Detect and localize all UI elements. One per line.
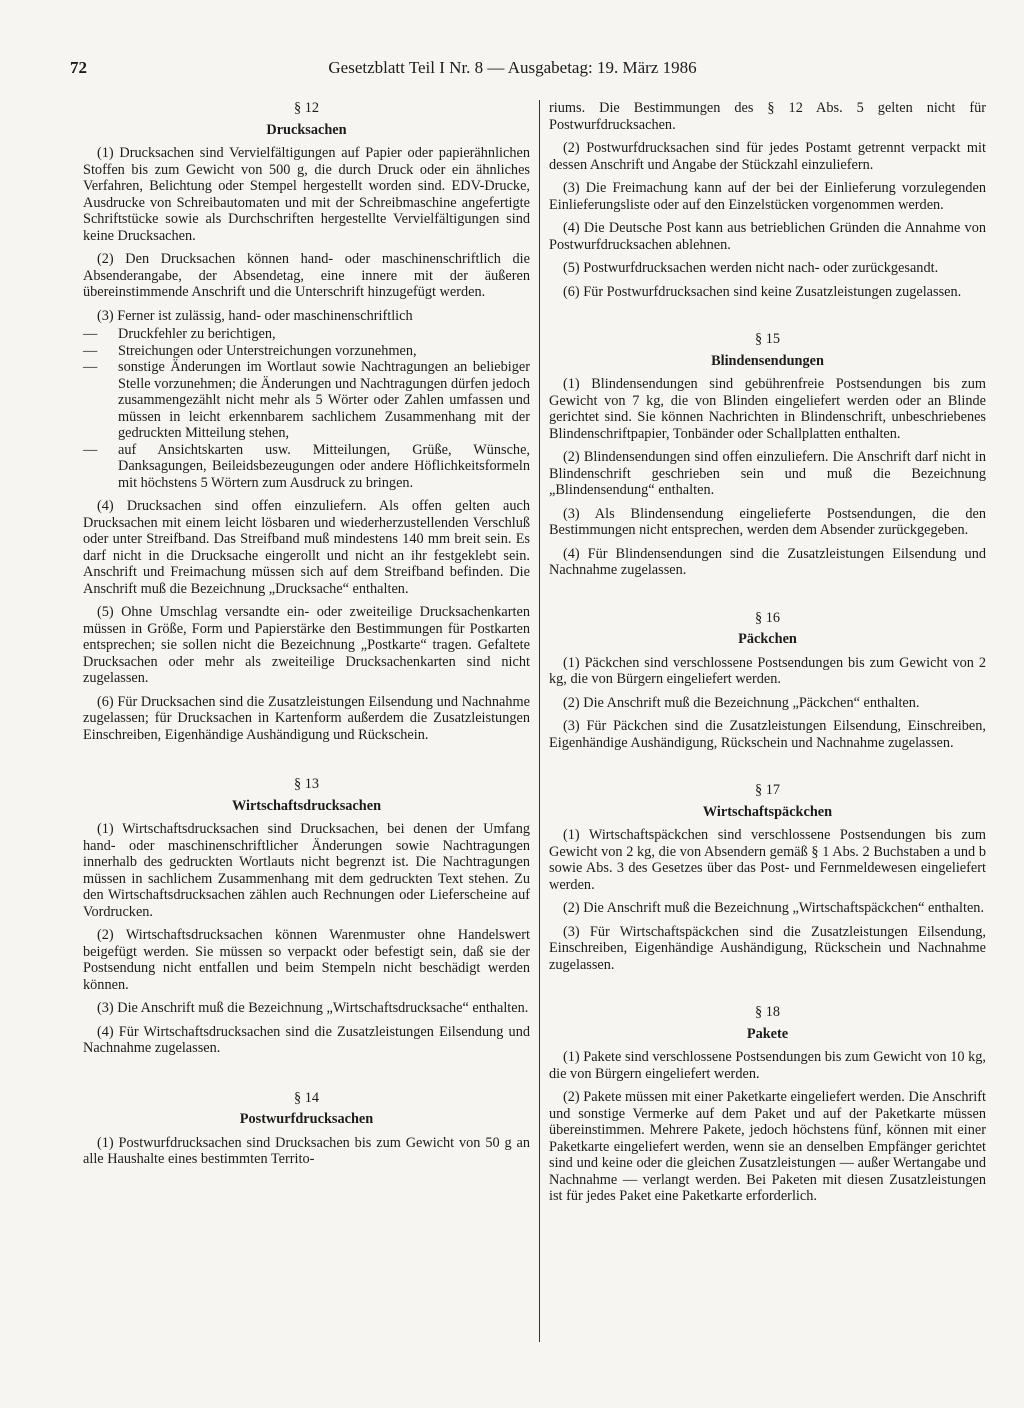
right-column xyxy=(549,100,986,1390)
section-title: Päckchen xyxy=(738,631,797,647)
dash-list xyxy=(83,326,530,491)
section-14-continued xyxy=(549,100,986,300)
paragraph: (3) Für Päckchen sind die Zusatzleistungen Eilsendung, Einschreiben, Eigenhändige Aushändigung, Rückschein und Nachnahme zugelassen. xyxy=(549,718,986,751)
section-14 xyxy=(83,1090,530,1168)
paragraph: (1) Wirtschaftsdrucksachen sind Drucksachen, bei denen der Umfang hand- oder maschinenschriftlicher Änderungen sowie Nachtragungen innerhalb des gedruckten Wortlauts nicht begrenzt ist. Die Nachtragungen müssen in sachlichem Zusammenhang mit dem gedruckten Text stehen. Zu den Wirtschaftsdrucksachen zählen auch Rechnungen oder Lieferscheine auf Vordrucken. xyxy=(83,821,530,920)
section-16 xyxy=(549,610,986,752)
column-divider xyxy=(539,100,540,1342)
list-item-text: sonstige Änderungen im Wortlaut sowie Nachtragungen an beliebiger Stelle vorzunehmen; die Änderungen und Nachtragungen dürfen jedoch zusammengezählt nicht mehr als 5 Wörter oder Zahlen umfassen und müssen in leicht erkennbarem sachlichem Zusammenhang mit der gedruckten Mitteilung stehen, xyxy=(118,359,530,441)
paragraph: (3) Die Freimachung kann auf der bei der Einlieferung vorzulegenden Einlieferungsliste oder auf den Einzelstücken vorgenommen werden. xyxy=(549,180,986,213)
paragraph: (4) Für Wirtschaftsdrucksachen sind die Zusatzleistungen Eilsendung und Nachnahme zugelassen. xyxy=(83,1023,530,1056)
section-number: § 15 xyxy=(754,331,781,347)
section-17 xyxy=(549,782,986,973)
section-number: § 13 xyxy=(293,776,320,792)
section-number: § 17 xyxy=(754,782,781,798)
list-item-text: Druckfehler zu berichtigen, xyxy=(118,326,276,342)
list-item: — sonstige Änderungen im Wortlaut sowie Nachtragungen an beliebiger Stelle vorzunehmen; die Änderungen und Nachtragungen dürfen jedoch zusammengezählt nicht mehr als 5 Wörter oder Zahlen umfassen und müssen in leicht erkennbarem sachlichem Zusammenhang mit der gedruckten Mitteilung stehen, xyxy=(83,359,530,441)
paragraph: (3) Als Blindensendung eingelieferte Postsendungen, die den Bestimmungen nicht entsprechen, werden dem Absender zurückgegeben. xyxy=(549,505,986,538)
paragraph: riums. Die Bestimmungen des § 12 Abs. 5 gelten nicht für Postwurfdrucksachen. xyxy=(549,100,986,133)
paragraph: (3) Die Anschrift muß die Bezeichnung „Wirtschaftsdrucksache“ enthalten. xyxy=(97,1000,529,1016)
section-15 xyxy=(549,331,986,579)
section-12 xyxy=(83,100,530,743)
paragraph: (3) Für Wirtschaftspäckchen sind die Zusatzleistungen Eilsendung, Einschreiben, Eigenhändige Aushändigung, Rückschein und Nachnahme zugelassen. xyxy=(549,923,986,973)
section-title: Postwurfdrucksachen xyxy=(239,1111,374,1127)
paragraph: (1) Postwurfdrucksachen sind Drucksachen bis zum Gewicht von 50 g an alle Haushalte eines bestimmten Territo- xyxy=(83,1134,530,1167)
paragraph: (6) Für Postwurfdrucksachen sind keine Zusatzleistungen zugelassen. xyxy=(563,283,962,300)
page-header xyxy=(70,58,955,88)
list-item: — auf Ansichtskarten usw. Mitteilungen, Grüße, Wünsche, Danksagungen, Beileidsbezeugungen oder andere Höflichkeitsformeln mit höchstens 5 Wörtern zum Ausdruck zu bringen. xyxy=(83,441,530,491)
left-column xyxy=(83,100,530,1390)
list-item: — Streichungen oder Unterstreichungen vorzunehmen, xyxy=(83,342,417,359)
paragraph: (1) Pakete sind verschlossene Postsendungen bis zum Gewicht von 10 kg, die von Bürgern eingeliefert werden. xyxy=(549,1049,986,1082)
section-number: § 12 xyxy=(293,100,320,116)
paragraph: (1) Drucksachen sind Vervielfältigungen auf Papier oder papierähnlichen Stoffen bis zum Gewicht von 500 g, die durch Druck oder ein ähnliches Verfahren, Belichtung oder Stempel hergestellt worden sind. EDV-Drucke, Ausdrucke von Schreibautomaten und mit der Schreibmaschine angefertigte Schriftstücke sowie als Durchschriften hergestellte Vervielfältigungen sind keine Drucksachen. xyxy=(83,145,530,244)
paragraph: (2) Die Anschrift muß die Bezeichnung „Wirtschaftspäckchen“ enthalten. xyxy=(563,900,985,916)
section-13 xyxy=(83,776,530,1057)
paragraph: (2) Die Anschrift muß die Bezeichnung „Päckchen“ enthalten. xyxy=(563,694,920,711)
section-number: § 18 xyxy=(754,1004,781,1020)
paragraph: (1) Wirtschaftspäckchen sind verschlossene Postsendungen bis zum Gewicht von 2 kg, die von Absendern gemäß § 1 Abs. 2 Buchstaben a und b sowie Abs. 3 des Gesetzes über das Post- und Fernmeldewesen eingeliefert werden. xyxy=(549,827,986,893)
section-title: Wirtschaftspäckchen xyxy=(702,803,833,820)
paragraph: (2) Postwurfdrucksachen sind für jedes Postamt getrennt verpackt mit dessen Anschrift und Angabe der Stückzahl einzuliefern. xyxy=(549,140,986,173)
section-title: Blindensendungen xyxy=(711,352,824,369)
paragraph: (2) Blindensendungen sind offen einzuliefern. Die Anschrift darf nicht in Blindenschrift geschrieben sein und muß die Bezeichnung „Blindensendung“ enthalten. xyxy=(549,449,986,498)
paragraph: (2) Pakete müssen mit einer Paketkarte eingeliefert werden. Die Anschrift und sonstige Vermerke auf dem Paket und auf der Paketkarte müssen übereinstimmen. Mehrere Pakete, jedoch höchstens fünf, können mit einer Paketkarte eingeliefert werden, wenn sie an denselben Empfänger gerichtet sind und keine oder die gleichen Zusatzleistungen — außer Wertangabe und Nachnahme — verlangt werden. Bei Paketen mit diesen Zusatzleistungen ist für jedes Paket eine Paketkarte erforderlich. xyxy=(549,1089,986,1204)
list-item: — Druckfehler zu berichtigen, xyxy=(83,326,276,342)
paragraph: (2) Den Drucksachen können hand- oder maschinenschriftlich die Absenderangabe, der Absendetag, eine innere mit der äußeren übereinstimmende Anschrift und die Unterschrift hinzugefügt werden. xyxy=(83,251,530,300)
page-number: 72 xyxy=(70,58,87,77)
paragraph: (3) Ferner ist zulässig, hand- oder maschinenschriftlich xyxy=(97,307,413,324)
paragraph: (5) Ohne Umschlag versandte ein- oder zweiteilige Drucksachenkarten müssen in Größe, Form und Papierstärke den Bestimmungen für Postkarten entsprechen; sie sollen nicht die Bezeichnung „Postkarte“ tragen. Gefaltete Drucksachen oder mehr als zweiteilige Drucksachenkarten sind nicht zugelassen. xyxy=(83,604,530,686)
paragraph: (2) Wirtschaftsdrucksachen können Warenmuster ohne Handelswert beigefügt werden. Sie müssen so verpackt oder befestigt sein, daß sie der Postsendung nicht entfallen und beim Stempeln nicht beschädigt werden können. xyxy=(83,927,530,993)
paragraph: (4) Die Deutsche Post kann aus betrieblichen Gründen die Annahme von Postwurfdrucksachen ablehnen. xyxy=(549,220,986,253)
section-title: Wirtschaftsdrucksachen xyxy=(231,797,382,814)
paragraph: (1) Päckchen sind verschlossene Postsendungen bis zum Gewicht von 2 kg, die von Bürgern eingeliefert werden. xyxy=(549,654,986,687)
list-item-text: auf Ansichtskarten usw. Mitteilungen, Grüße, Wünsche, Danksagungen, Beileidsbezeugungen oder andere Höflichkeitsformeln mit höchstens 5 Wörtern zum Ausdruck zu bringen. xyxy=(118,441,530,491)
paragraph: (4) Drucksachen sind offen einzuliefern. Als offen gelten auch Drucksachen mit einem leicht lösbaren und wiederherzustellenden Verschluß oder unter Streifband. Das Streifband muß mindestens 140 mm breit sein. Es darf nicht in die Drucksache eingerollt und nicht an ihr festgeklebt sein. Anschrift und Freimachung müssen sich auf dem Streifband befinden. Die Anschrift muß die Bezeichnung „Drucksache“ enthalten. xyxy=(83,498,530,597)
paragraph: (4) Für Blindensendungen sind die Zusatzleistungen Eilsendung und Nachnahme zugelassen. xyxy=(549,545,986,578)
paragraph: (6) Für Drucksachen sind die Zusatzleistungen Eilsendung und Nachnahme zugelassen; für Drucksachen in Kartenform außerdem die Zusatzleistungen Einschreiben, Eigenhändige Aushändigung und Rückschein. xyxy=(83,693,530,743)
section-18 xyxy=(549,1004,986,1205)
list-item-text: Streichungen oder Unterstreichungen vorzunehmen, xyxy=(118,342,417,359)
paragraph: (5) Postwurfdrucksachen werden nicht nach- oder zurückgesandt. xyxy=(563,260,939,276)
running-title: Gesetzblatt Teil I Nr. 8 — Ausgabetag: 19. März 1986 xyxy=(328,58,697,77)
paragraph: (1) Blindensendungen sind gebührenfreie Postsendungen bis zum Gewicht von 7 kg, die von Blinden eingeliefert werden oder an Blinde gerichtet sind. Sie können Nachrichten in Blindenschrift, unbeschriebenes Blindenschriftpapier, Tonbänder oder Schallplatten enthalten. xyxy=(549,376,986,442)
section-title: Drucksachen xyxy=(266,121,347,138)
section-title: Pakete xyxy=(746,1025,789,1042)
section-number: § 14 xyxy=(293,1089,320,1106)
section-number: § 16 xyxy=(754,609,781,626)
